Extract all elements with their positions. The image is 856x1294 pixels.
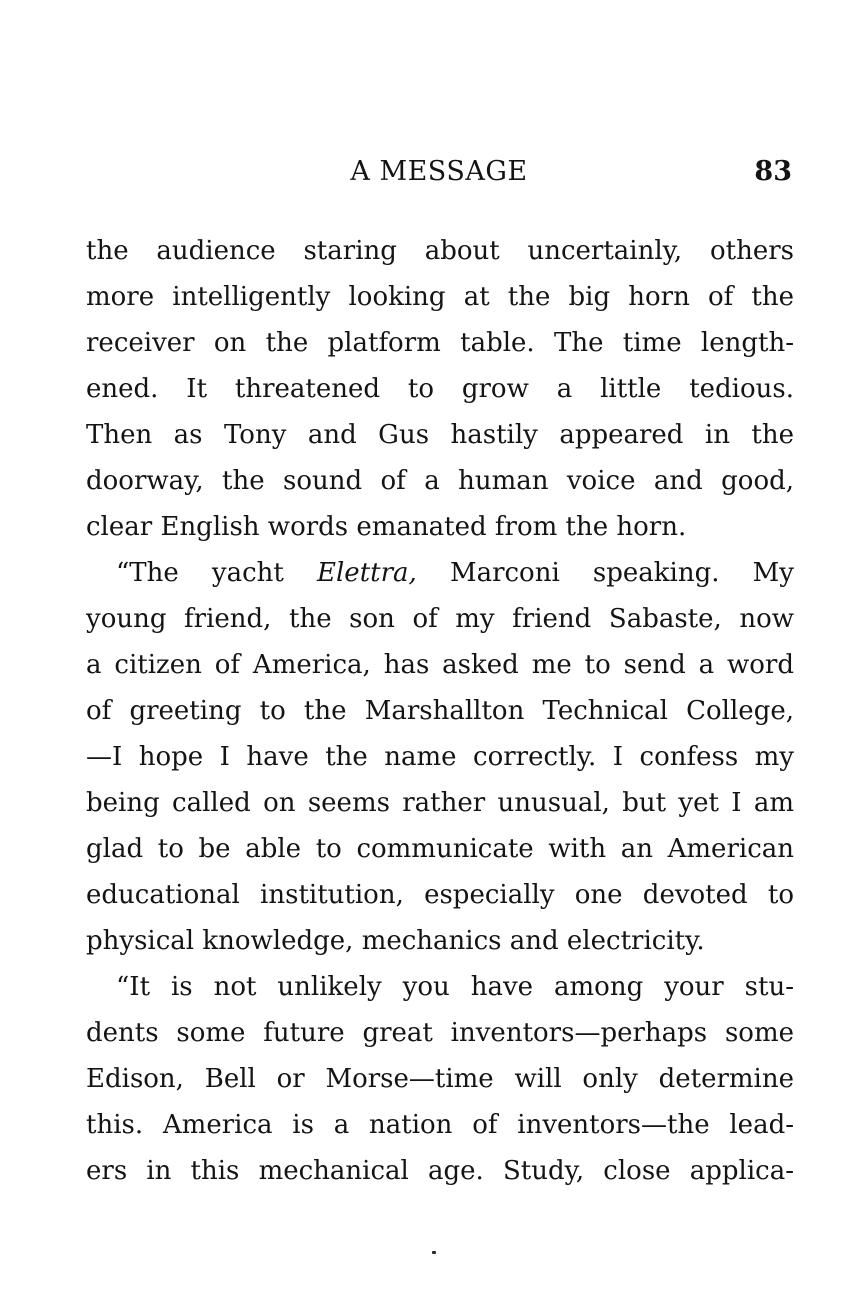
text-segment: Marconi speaking. My bbox=[416, 558, 794, 588]
ink-speck bbox=[432, 1251, 436, 1254]
text-line: dents some future great inventors—perhaps some bbox=[86, 1018, 794, 1048]
text-line: physical knowledge, mechanics and electricity. bbox=[86, 926, 705, 956]
text-line: ened. It threatened to grow a little tedious. bbox=[86, 374, 794, 404]
text-line: Then as Tony and Gus hastily appeared in the bbox=[86, 420, 794, 450]
text-segment: “The yacht bbox=[116, 558, 318, 588]
italic-ship-name: Elettra, bbox=[317, 558, 417, 588]
text-line: the audience staring about uncertainly, others bbox=[86, 236, 794, 266]
body-text bbox=[86, 228, 794, 1194]
text-line: Edison, Bell or Morse—time will only determine bbox=[86, 1064, 794, 1094]
text-line: being called on seems rather unusual, but yet I am bbox=[86, 788, 794, 818]
text-line: clear English words emanated from the horn. bbox=[86, 512, 687, 542]
page-number: 83 bbox=[754, 156, 792, 187]
text-line: educational institution, especially one devoted to bbox=[86, 880, 794, 910]
text-line: more intelligently looking at the big horn of the bbox=[86, 282, 794, 312]
text-line: doorway, the sound of a human voice and good, bbox=[86, 466, 794, 496]
text-line bbox=[86, 550, 794, 596]
text-line: a citizen of America, has asked me to send a word bbox=[86, 650, 794, 680]
running-head bbox=[86, 152, 792, 192]
text-line: this. America is a nation of inventors—the lead- bbox=[86, 1110, 794, 1140]
text-line: of greeting to the Marshallton Technical College, bbox=[86, 696, 794, 726]
text-line: —I hope I have the name correctly. I confess my bbox=[86, 742, 794, 772]
text-line: ers in this mechanical age. Study, close applica- bbox=[86, 1156, 794, 1186]
text-line: glad to be able to communicate with an American bbox=[86, 834, 794, 864]
chapter-title: A MESSAGE bbox=[350, 156, 528, 187]
text-line: receiver on the platform table. The time length- bbox=[86, 328, 794, 358]
text-line: young friend, the son of my friend Sabaste, now bbox=[86, 604, 794, 634]
text-line: “It is not unlikely you have among your stu- bbox=[116, 972, 794, 1002]
